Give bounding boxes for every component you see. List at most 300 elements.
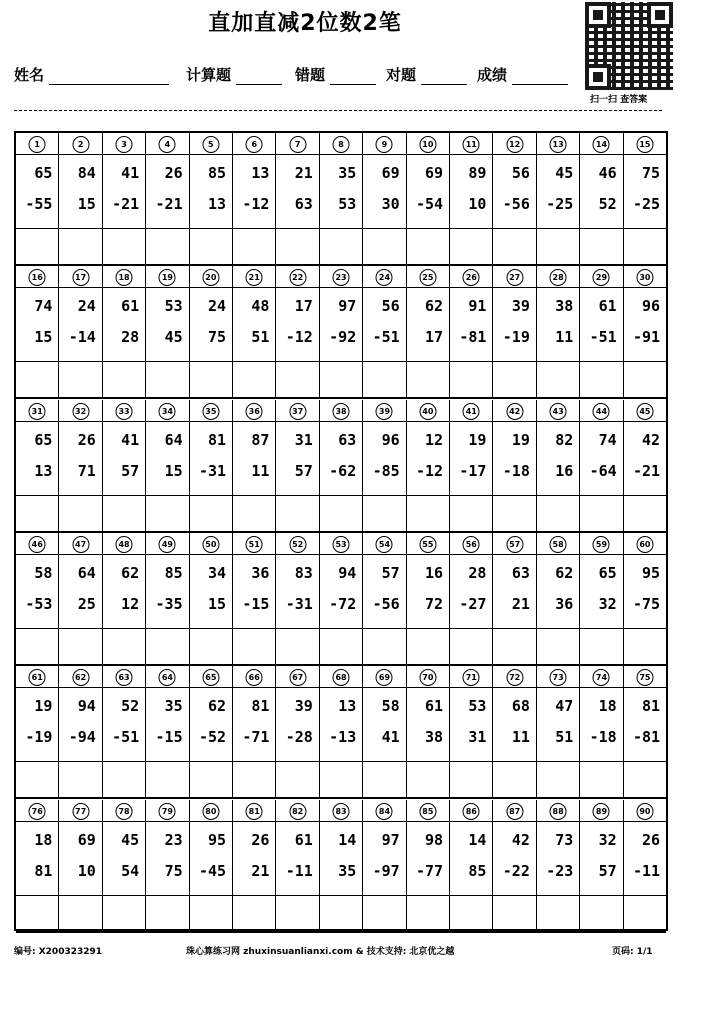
first-operand: 87: [251, 430, 270, 449]
problem-cell: [580, 422, 623, 495]
number-cell: [103, 533, 146, 554]
first-operand: 94: [77, 697, 96, 716]
answer-cell[interactable]: [363, 496, 406, 531]
answer-cell[interactable]: [580, 229, 623, 264]
answer-cell[interactable]: [493, 496, 536, 531]
first-operand: 35: [164, 697, 183, 716]
second-operand: -12: [415, 461, 444, 480]
answer-cell[interactable]: [537, 896, 580, 931]
answer-cell[interactable]: [407, 762, 450, 797]
problem-number-badge: 33: [116, 403, 133, 420]
answer-cell[interactable]: [450, 762, 493, 797]
number-cell: [493, 533, 536, 554]
answer-cell[interactable]: [233, 762, 276, 797]
second-operand: -22: [502, 861, 530, 880]
name-blank[interactable]: [49, 68, 169, 85]
problem-number-badge: 37: [289, 403, 306, 420]
problem-number-badge: 83: [333, 803, 350, 820]
problem-cell: [16, 422, 59, 495]
answer-cell[interactable]: [59, 229, 102, 264]
name-field[interactable]: [14, 64, 169, 85]
number-cell: [450, 533, 493, 554]
answer-cell[interactable]: [537, 362, 580, 397]
problem-number-badge: 8: [333, 136, 350, 153]
first-operand: 62: [207, 697, 227, 716]
first-operand: 45: [555, 164, 574, 182]
number-cell: [16, 800, 59, 821]
answer-cell[interactable]: [493, 762, 536, 797]
first-operand: 57: [381, 563, 400, 582]
first-operand: 89: [468, 164, 487, 182]
problem-cell: [363, 555, 406, 628]
score-field[interactable]: [477, 64, 568, 85]
number-cell: [146, 666, 189, 687]
answer-cell[interactable]: [624, 762, 666, 797]
second-operand: 13: [34, 461, 53, 480]
number-cell: [363, 533, 406, 554]
answer-cell[interactable]: [103, 362, 146, 397]
answer-cell[interactable]: [537, 496, 580, 531]
problem-cell: [624, 555, 666, 628]
number-cell: [233, 533, 276, 554]
problem-number-badge: 42: [506, 403, 523, 420]
second-operand: 10: [468, 195, 487, 213]
number-cell: [624, 666, 666, 687]
problem-block: [16, 266, 666, 399]
answer-cell[interactable]: [537, 762, 580, 797]
number-cell: [493, 800, 536, 821]
second-operand: 57: [598, 861, 617, 880]
answer-cell[interactable]: [493, 629, 536, 664]
first-operand: 42: [642, 430, 661, 449]
answer-cell[interactable]: [276, 896, 319, 931]
problem-number-badge: 41: [463, 403, 480, 420]
right-label: 对题: [386, 66, 417, 84]
first-operand: 18: [34, 830, 53, 849]
answer-cell[interactable]: [190, 629, 233, 664]
problem-cell: [233, 555, 276, 628]
answer-cell[interactable]: [320, 362, 363, 397]
answer-cell[interactable]: [233, 496, 276, 531]
answer-cell[interactable]: [320, 762, 363, 797]
first-operand: 81: [642, 697, 661, 716]
problem-number-badge: 28: [550, 269, 567, 286]
problem-number-badge: 6: [246, 136, 263, 153]
count-field[interactable]: [186, 64, 282, 85]
score-blank[interactable]: [512, 68, 568, 85]
number-cell: [407, 666, 450, 687]
number-cell: [59, 666, 102, 687]
first-operand: 69: [381, 164, 400, 182]
first-operand: 63: [511, 563, 530, 582]
answer-cell[interactable]: [537, 229, 580, 264]
answer-cell[interactable]: [103, 229, 146, 264]
answer-cell[interactable]: [103, 629, 146, 664]
answer-cell[interactable]: [276, 496, 319, 531]
first-operand: 58: [381, 697, 400, 716]
answer-cell[interactable]: [450, 629, 493, 664]
answer-cell[interactable]: [320, 629, 363, 664]
right-blank[interactable]: [421, 68, 467, 85]
answer-cell[interactable]: [624, 896, 666, 931]
score-label: 成绩: [477, 66, 508, 84]
answer-cell[interactable]: [320, 229, 363, 264]
problem-cell: [493, 155, 536, 228]
first-operand: 65: [34, 430, 53, 449]
number-cell: [190, 800, 233, 821]
first-operand: 85: [207, 164, 227, 182]
number-cell: [233, 266, 276, 287]
second-operand: 35: [338, 861, 357, 880]
answer-cell[interactable]: [407, 896, 450, 931]
problem-cell: [146, 288, 189, 361]
answer-cell[interactable]: [16, 896, 59, 931]
answer-cell[interactable]: [624, 229, 666, 264]
first-operand: 62: [555, 563, 574, 582]
answer-cell[interactable]: [363, 229, 406, 264]
problem-cell: [363, 688, 406, 761]
problem-cell: [407, 822, 450, 895]
problem-number-badge: 20: [202, 269, 219, 286]
answer-cell[interactable]: [276, 762, 319, 797]
answer-cell[interactable]: [59, 896, 102, 931]
answer-cell[interactable]: [624, 496, 666, 531]
problem-cell: [16, 688, 59, 761]
problem-number-badge: 80: [202, 803, 219, 820]
problem-number-badge: 90: [636, 803, 653, 820]
first-operand: 19: [511, 430, 530, 449]
second-operand: -15: [155, 728, 183, 747]
first-operand: 61: [294, 830, 313, 849]
problem-number-badge: 27: [506, 269, 523, 286]
number-cell: [276, 266, 319, 287]
answer-cell[interactable]: [320, 896, 363, 931]
answer-cell[interactable]: [103, 896, 146, 931]
number-cell: [493, 666, 536, 687]
answer-cell[interactable]: [407, 362, 450, 397]
problem-number-badge: 13: [550, 136, 567, 153]
answer-cell[interactable]: [537, 629, 580, 664]
answer-cell[interactable]: [146, 762, 189, 797]
count-blank[interactable]: [236, 68, 282, 85]
first-operand: 14: [338, 830, 357, 849]
second-operand: -17: [459, 461, 487, 480]
number-cell: [407, 533, 450, 554]
problem-number-badge: 78: [116, 803, 133, 820]
first-operand: 69: [77, 830, 96, 849]
problem-number-badge: 51: [246, 536, 263, 553]
answer-cell[interactable]: [493, 229, 536, 264]
first-operand: 62: [425, 297, 444, 316]
second-operand: -19: [502, 328, 530, 347]
problem-number-badge: 14: [593, 136, 610, 153]
problem-number-badge: 81: [246, 803, 263, 820]
qr-code-icon[interactable]: [585, 2, 673, 90]
wrong-blank[interactable]: [330, 68, 376, 85]
problem-number-badge: 47: [72, 536, 89, 553]
answer-cell[interactable]: [450, 896, 493, 931]
first-operand: 65: [34, 164, 53, 182]
answer-cell[interactable]: [16, 496, 59, 531]
problem-number-badge: 44: [593, 403, 610, 420]
problem-number-badge: 5: [202, 136, 219, 153]
problem-cell: [190, 288, 233, 361]
second-operand: 71: [77, 461, 96, 480]
problem-number-badge: 12: [506, 136, 523, 153]
first-operand: 97: [338, 297, 357, 316]
answer-cell[interactable]: [146, 896, 189, 931]
number-cell: [624, 400, 666, 421]
problem-cell: [233, 155, 276, 228]
answer-cell[interactable]: [580, 496, 623, 531]
second-operand: 41: [381, 728, 400, 747]
second-operand: -11: [285, 861, 313, 880]
answer-cell[interactable]: [233, 629, 276, 664]
answer-cell[interactable]: [190, 362, 233, 397]
answer-cell[interactable]: [59, 629, 102, 664]
problem-cell: [190, 555, 233, 628]
number-cell: [16, 400, 59, 421]
first-operand: 45: [121, 830, 140, 849]
second-operand: -75: [633, 594, 661, 613]
answer-cell[interactable]: [16, 629, 59, 664]
answer-cell[interactable]: [146, 629, 189, 664]
problem-number-badge: 86: [463, 803, 480, 820]
answer-cell[interactable]: [407, 629, 450, 664]
number-cell: [580, 666, 623, 687]
answer-cell[interactable]: [146, 362, 189, 397]
problem-cell: [580, 822, 623, 895]
first-operand: 46: [598, 164, 617, 182]
second-operand: 16: [555, 461, 574, 480]
first-operand: 24: [77, 297, 96, 316]
problem-cell: [624, 155, 666, 228]
second-operand: 51: [251, 328, 270, 347]
problem-cell: [407, 155, 450, 228]
second-operand: -35: [155, 594, 183, 613]
problem-cell: [407, 555, 450, 628]
problem-cell: [59, 155, 102, 228]
problem-cell: [407, 422, 450, 495]
second-operand: -91: [633, 328, 661, 347]
problem-cell: [537, 422, 580, 495]
problem-cell: [16, 822, 59, 895]
first-operand: 16: [425, 563, 444, 582]
answer-cell[interactable]: [233, 896, 276, 931]
answer-cell[interactable]: [190, 496, 233, 531]
problem-cell: [320, 155, 363, 228]
second-operand: -62: [329, 461, 357, 480]
problem-cell: [450, 155, 493, 228]
first-operand: 39: [511, 297, 530, 316]
second-operand: 10: [77, 861, 96, 880]
answer-cell[interactable]: [103, 496, 146, 531]
first-operand: 41: [121, 164, 140, 182]
answer-cell[interactable]: [190, 229, 233, 264]
first-operand: 47: [555, 697, 574, 716]
answer-cell[interactable]: [146, 496, 189, 531]
answer-cell[interactable]: [233, 362, 276, 397]
answer-cell[interactable]: [363, 896, 406, 931]
number-cell: [103, 400, 146, 421]
number-cell: [16, 266, 59, 287]
second-operand: -27: [459, 594, 487, 613]
problem-cell: [103, 688, 146, 761]
problem-cell: [320, 288, 363, 361]
right-field[interactable]: [386, 64, 467, 85]
problem-number-badge: 25: [419, 269, 436, 286]
answer-cell[interactable]: [624, 362, 666, 397]
answer-cell[interactable]: [493, 896, 536, 931]
answer-cell[interactable]: [59, 362, 102, 397]
first-operand: 81: [207, 430, 227, 449]
first-operand: 82: [555, 430, 574, 449]
answer-cell[interactable]: [59, 762, 102, 797]
second-operand: -28: [285, 728, 313, 747]
first-operand: 91: [468, 297, 487, 316]
problem-row: [16, 688, 666, 762]
answer-cell[interactable]: [363, 762, 406, 797]
problem-number-badge: 88: [550, 803, 567, 820]
second-operand: -52: [198, 728, 227, 747]
answer-cell[interactable]: [450, 362, 493, 397]
problem-cell: [190, 688, 233, 761]
name-label: 姓名: [14, 66, 45, 84]
answer-cell[interactable]: [580, 762, 623, 797]
answer-cell[interactable]: [320, 496, 363, 531]
number-cell: [320, 666, 363, 687]
first-operand: 56: [511, 164, 530, 182]
problem-number-badge: 45: [636, 403, 653, 420]
second-operand: -21: [633, 461, 661, 480]
first-operand: 85: [164, 563, 183, 582]
answer-cell[interactable]: [16, 762, 59, 797]
problem-cell: [493, 822, 536, 895]
qr-caption: 扫一扫 查答案: [590, 95, 648, 105]
number-cell: [624, 533, 666, 554]
answer-cell[interactable]: [624, 629, 666, 664]
first-operand: 96: [381, 430, 400, 449]
problem-number-badge: 70: [419, 669, 436, 686]
problem-number-badge: 38: [333, 403, 350, 420]
problem-cell: [276, 555, 319, 628]
problem-cell: [624, 422, 666, 495]
second-operand: -11: [633, 861, 661, 880]
number-cell: [146, 533, 189, 554]
answer-cell[interactable]: [450, 496, 493, 531]
second-operand: 15: [77, 195, 96, 213]
problem-number-badge: 56: [463, 536, 480, 553]
answer-cell[interactable]: [580, 896, 623, 931]
first-operand: 21: [294, 164, 313, 182]
answer-cell[interactable]: [580, 362, 623, 397]
problem-block: [16, 800, 666, 933]
second-operand: -18: [502, 461, 530, 480]
answer-cell[interactable]: [407, 496, 450, 531]
first-operand: 83: [294, 563, 313, 582]
first-operand: 95: [642, 563, 661, 582]
problem-number-badge: 84: [376, 803, 393, 820]
answer-cell[interactable]: [580, 629, 623, 664]
serial-number: 编号: X200323291: [14, 947, 103, 957]
second-operand: -56: [372, 594, 400, 613]
wrong-field[interactable]: [295, 64, 376, 85]
answer-cell[interactable]: [407, 229, 450, 264]
problem-cell: [59, 688, 102, 761]
number-cell: [233, 133, 276, 154]
number-cell: [103, 666, 146, 687]
answer-cell[interactable]: [16, 229, 59, 264]
problem-cell: [624, 822, 666, 895]
answer-cell[interactable]: [276, 229, 319, 264]
number-cell: [16, 533, 59, 554]
answer-cell[interactable]: [363, 362, 406, 397]
answer-cell[interactable]: [233, 229, 276, 264]
number-cell: [580, 133, 623, 154]
problem-number-badge: 3: [116, 136, 133, 153]
second-operand: 52: [598, 195, 617, 213]
answer-cell[interactable]: [146, 229, 189, 264]
number-cell: [320, 533, 363, 554]
answer-cell[interactable]: [103, 762, 146, 797]
number-cell: [103, 133, 146, 154]
problem-number-badge: 53: [333, 536, 350, 553]
second-operand: 72: [425, 594, 444, 613]
answer-cell[interactable]: [493, 362, 536, 397]
number-cell: [363, 800, 406, 821]
first-operand: 26: [251, 830, 270, 849]
first-operand: 61: [598, 297, 617, 316]
problem-number-badge: 40: [419, 403, 436, 420]
number-cell: [320, 400, 363, 421]
number-cell: [276, 666, 319, 687]
first-operand: 97: [381, 830, 400, 849]
problem-number-badge: 68: [333, 669, 350, 686]
problem-cell: [16, 555, 59, 628]
wrong-label: 错题: [295, 66, 326, 84]
problem-number-badge: 46: [29, 536, 46, 553]
qr-finder-icon: [647, 2, 673, 28]
second-operand: -97: [372, 861, 400, 880]
second-operand: 36: [555, 594, 574, 613]
number-cell: [320, 133, 363, 154]
answer-cell[interactable]: [190, 896, 233, 931]
problem-number-badge: 67: [289, 669, 306, 686]
problem-cell: [59, 288, 102, 361]
answer-cell[interactable]: [16, 362, 59, 397]
page-number: 页码: 1/1: [612, 947, 653, 957]
number-cell: [537, 266, 580, 287]
answer-cell[interactable]: [190, 762, 233, 797]
second-operand: -23: [546, 861, 574, 880]
answer-cell[interactable]: [59, 496, 102, 531]
first-operand: 18: [598, 697, 617, 716]
second-operand: 15: [207, 594, 227, 613]
first-operand: 19: [468, 430, 487, 449]
second-operand: -21: [112, 195, 140, 213]
answer-cell[interactable]: [276, 362, 319, 397]
problem-cell: [363, 822, 406, 895]
answer-cell[interactable]: [276, 629, 319, 664]
number-cell: [624, 133, 666, 154]
problem-number-badge: 23: [333, 269, 350, 286]
first-operand: 23: [164, 830, 183, 849]
qr-finder-icon: [585, 2, 611, 28]
number-cell: [624, 800, 666, 821]
answer-cell[interactable]: [450, 229, 493, 264]
problem-number-badge: 26: [463, 269, 480, 286]
answer-cell[interactable]: [363, 629, 406, 664]
